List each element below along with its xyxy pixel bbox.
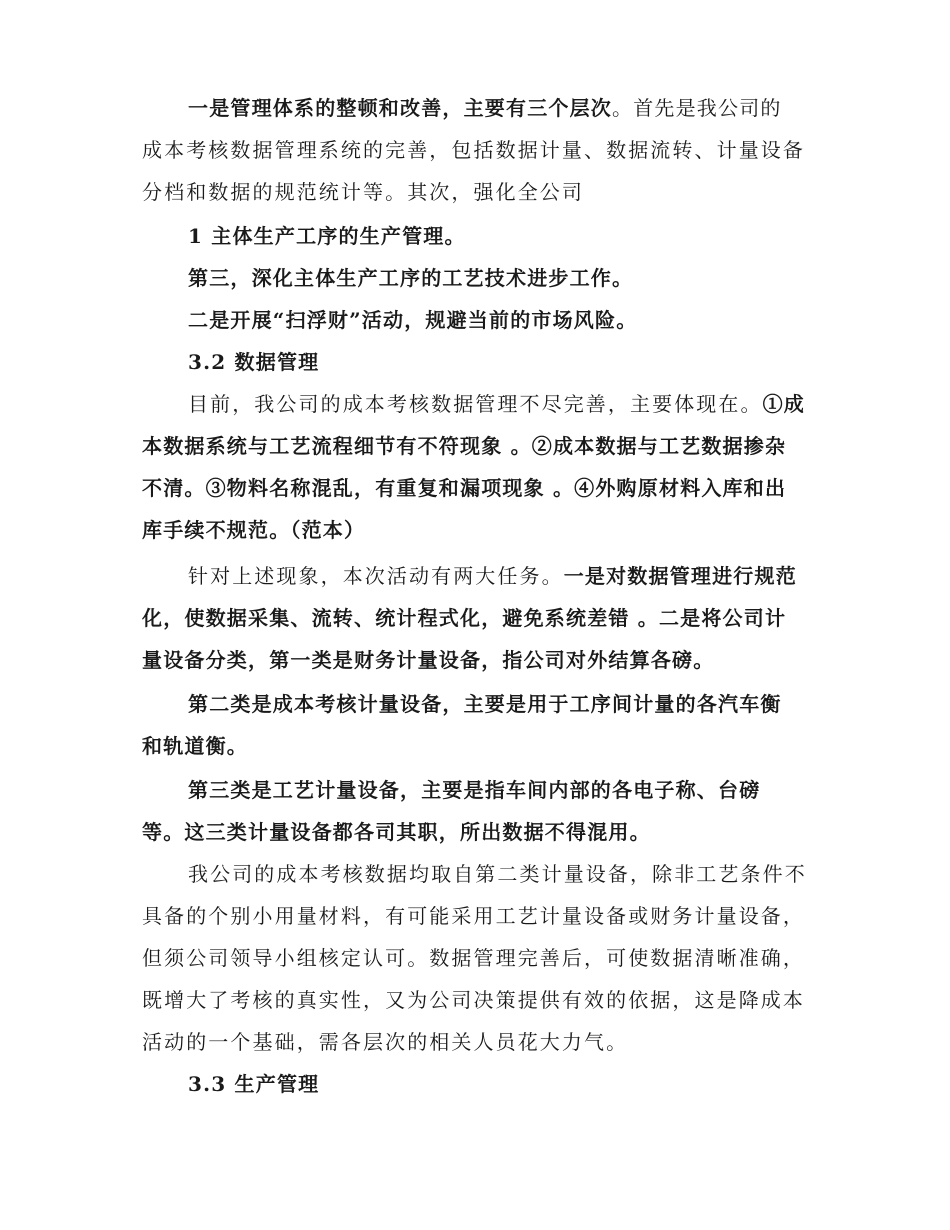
- paragraph-text: 针对上述现象，本次活动有两大任务。: [188, 564, 564, 588]
- paragraph-third-category: 第三类是工艺计量设备，主要是指车间内部的各电子称、台磅: [188, 778, 761, 802]
- paragraph-lead-bold: 一是管理体系的整顿和改善，主要有三个层次: [188, 96, 612, 120]
- paragraph-line: 等。这三类计量设备都各司其职，所出数据不得混用。: [142, 820, 651, 844]
- paragraph-line: 库手续不规范。（范本）: [142, 518, 366, 542]
- paragraph-text: 目前，我公司的成本考核数据管理不尽完善，主要体现在。: [188, 392, 763, 416]
- paragraph-market-risk: 二是开展“扫浮财”活动，规避当前的市场风险。: [188, 308, 638, 332]
- paragraph-bold-text: ①成: [762, 392, 806, 416]
- paragraph-management-system: [188, 94, 782, 122]
- paragraph-technical-progress: 第三，深化主体生产工序的工艺技术进步工作。: [188, 266, 634, 290]
- paragraph-line: 活动的一个基础，需各层次的相关人员花大力气。: [142, 1030, 629, 1054]
- paragraph-tasks: [188, 562, 797, 590]
- paragraph-bold-text: 一是对数据管理进行规范: [563, 564, 797, 588]
- paragraph-line: 具备的个别小用量材料，有可能采用工艺计量设备或财务计量设备，: [142, 904, 805, 928]
- paragraph-line: 分档和数据的规范统计等。其次，强化全公司: [142, 180, 584, 204]
- paragraph-line: 成本考核数据管理系统的完善，包括数据计量、数据流转、计量设备: [142, 138, 805, 162]
- section-heading-data-management: 3.2 数据管理: [188, 350, 320, 374]
- paragraph-line: 既增大了考核的真实性，又为公司决策提供有效的依据，这是降成本: [142, 988, 805, 1012]
- paragraph-production-management: 1 主体生产工序的生产管理。: [188, 224, 466, 248]
- paragraph-text: 。首先是我公司的: [612, 96, 782, 120]
- paragraph-data-issues: [188, 390, 805, 418]
- paragraph-line: 和轨道衡。: [142, 734, 248, 758]
- paragraph-second-category: 第二类是成本考核计量设备，主要是用于工序间计量的各汽车衡: [188, 692, 782, 716]
- paragraph-line: 但须公司领导小组核定认可。数据管理完善后，可使数据清晰准确，: [142, 946, 805, 970]
- paragraph-line: 量设备分类，第一类是财务计量设备，指公司对外结算各磅。: [142, 648, 715, 672]
- paragraph-line: 化，使数据采集、流转、统计程式化，避免系统差错 。二是将公司计: [142, 606, 787, 630]
- paragraph-data-source: 我公司的成本考核数据均取自第二类计量设备，除非工艺条件不: [188, 862, 807, 886]
- section-heading-production-management: 3.3 生产管理: [188, 1072, 320, 1096]
- paragraph-line: 不清。③物料名称混乱，有重复和漏项现象 。④外购原材料入库和出: [142, 476, 787, 500]
- paragraph-line: 本数据系统与工艺流程细节有不符现象 。②成本数据与工艺数据掺杂: [142, 434, 787, 458]
